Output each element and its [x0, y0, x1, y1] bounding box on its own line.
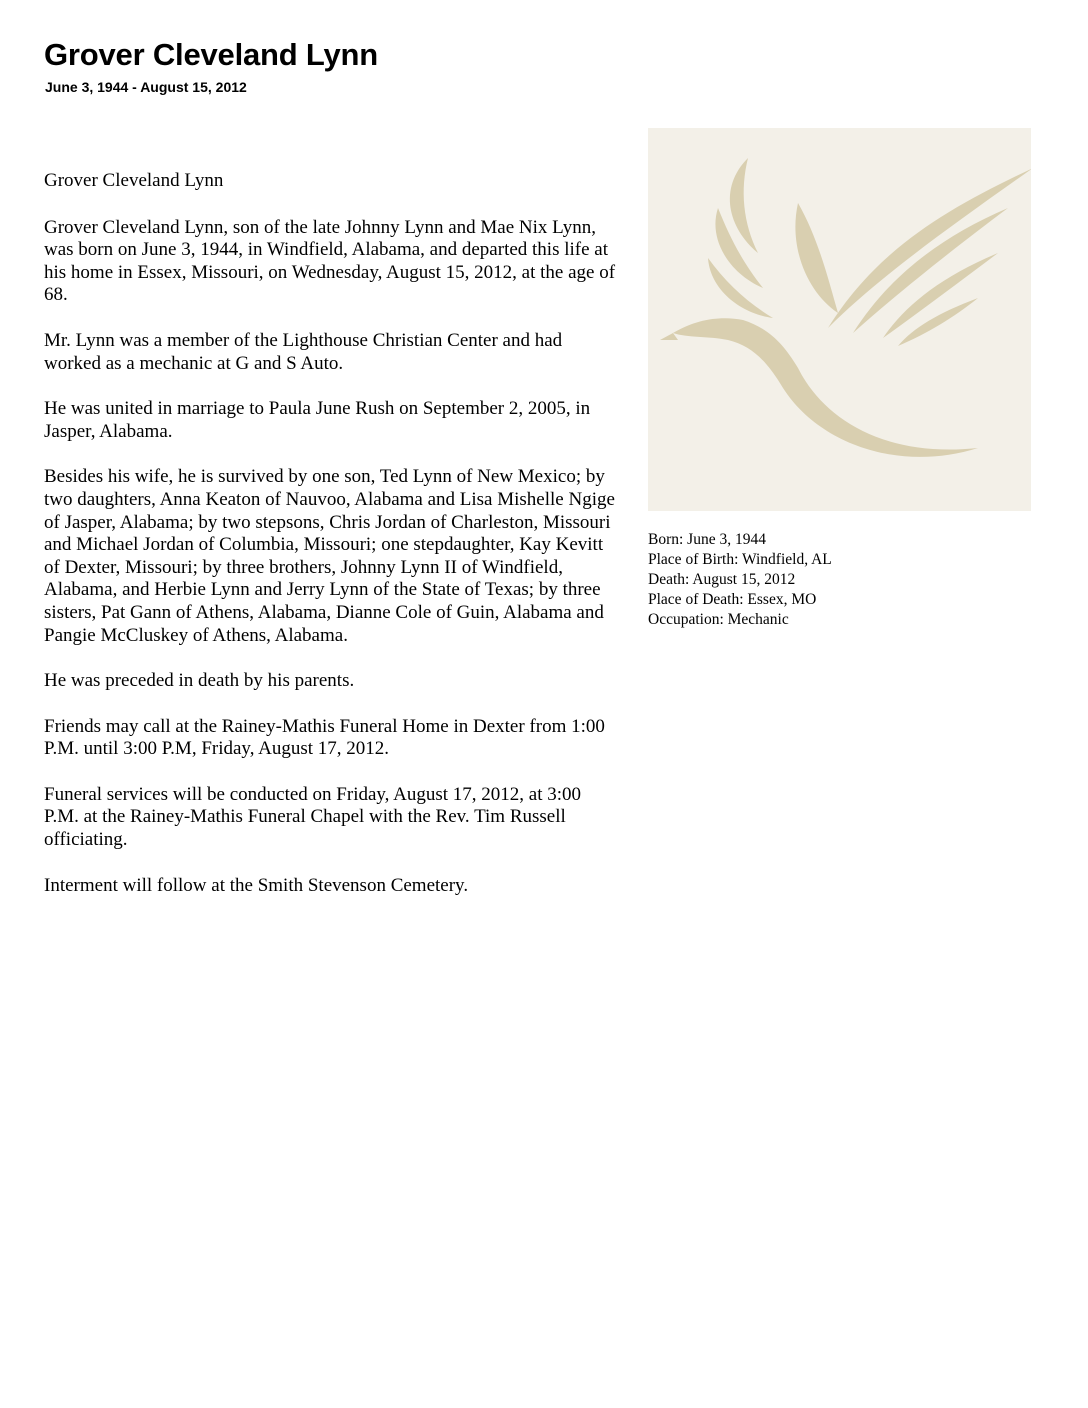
vital-facts [648, 530, 1048, 630]
obituary-paragraph-marriage: He was united in marriage to Paula June Rush on September 2, 2005, in Jasper, Alabama. [44, 398, 591, 442]
fact-death: Death: August 15, 2012 [648, 571, 796, 588]
obituary-text [44, 170, 619, 920]
fact-place-of-birth: Place of Birth: Windfield, AL [648, 551, 832, 568]
page-title: Grover Cleveland Lynn [44, 37, 379, 72]
fact-occupation: Occupation: Mechanic [648, 611, 789, 628]
dove-icon [648, 128, 1031, 511]
memorial-photo [648, 128, 1031, 511]
life-dates: June 3, 1944 - August 15, 2012 [45, 79, 247, 95]
obituary-paragraph-services: Funeral services will be conducted on Friday, August 17, 2012, at 3:00 P.M. at the Rainey-Mathis Funeral Chapel with the Rev. Tim Russell officiating. [44, 783, 582, 851]
fact-place-of-death: Place of Death: Essex, MO [648, 591, 817, 608]
obituary-heading: Grover Cleveland Lynn [44, 170, 224, 191]
obituary-paragraph-work: Mr. Lynn was a member of the Lighthouse Christian Center and had worked as a mechanic at G and S Auto. [44, 329, 563, 374]
obituary-paragraph-birth: Grover Cleveland Lynn, son of the late Johnny Lynn and Mae Nix Lynn, was born on June 3, 1944, in Windfield, Alabama, and departed this life at his home in Essex, Missouri, on Wednesday, August 15, 2012, at the age of 68. [44, 216, 616, 306]
obituary-paragraph-survivors: Besides his wife, he is survived by one son, Ted Lynn of New Mexico; by two daughters, Anna Keaton of Nauvoo, Alabama and Lisa Mishelle Ngige of Jasper, Alabama; by two stepsons, Chris Jordan of Charleston, Missouri and Michael Jordan of Columbia, Missouri; one stepdaughter, Kay Kevitt of Dexter, Missouri; by three brothers, Johnny Lynn II of Windfield, Alabama, and Herbie Lynn and Jerry Lynn of the State of Texas; by three sisters, Pat Gann of Athens, Alabama, Dianne Cole of Guin, Alabama and Pangie McCluskey of Athens, Alabama. [44, 466, 615, 646]
obituary-paragraph-interment: Interment will follow at the Smith Stevenson Cemetery. [44, 874, 469, 896]
fact-born: Born: June 3, 1944 [648, 531, 766, 548]
obituary-paragraph-visitation: Friends may call at the Rainey-Mathis Funeral Home in Dexter from 1:00 P.M. until 3:00 P.M, Friday, August 17, 2012. [44, 715, 605, 760]
obituary-paragraph-preceded: He was preceded in death by his parents. [44, 670, 355, 692]
